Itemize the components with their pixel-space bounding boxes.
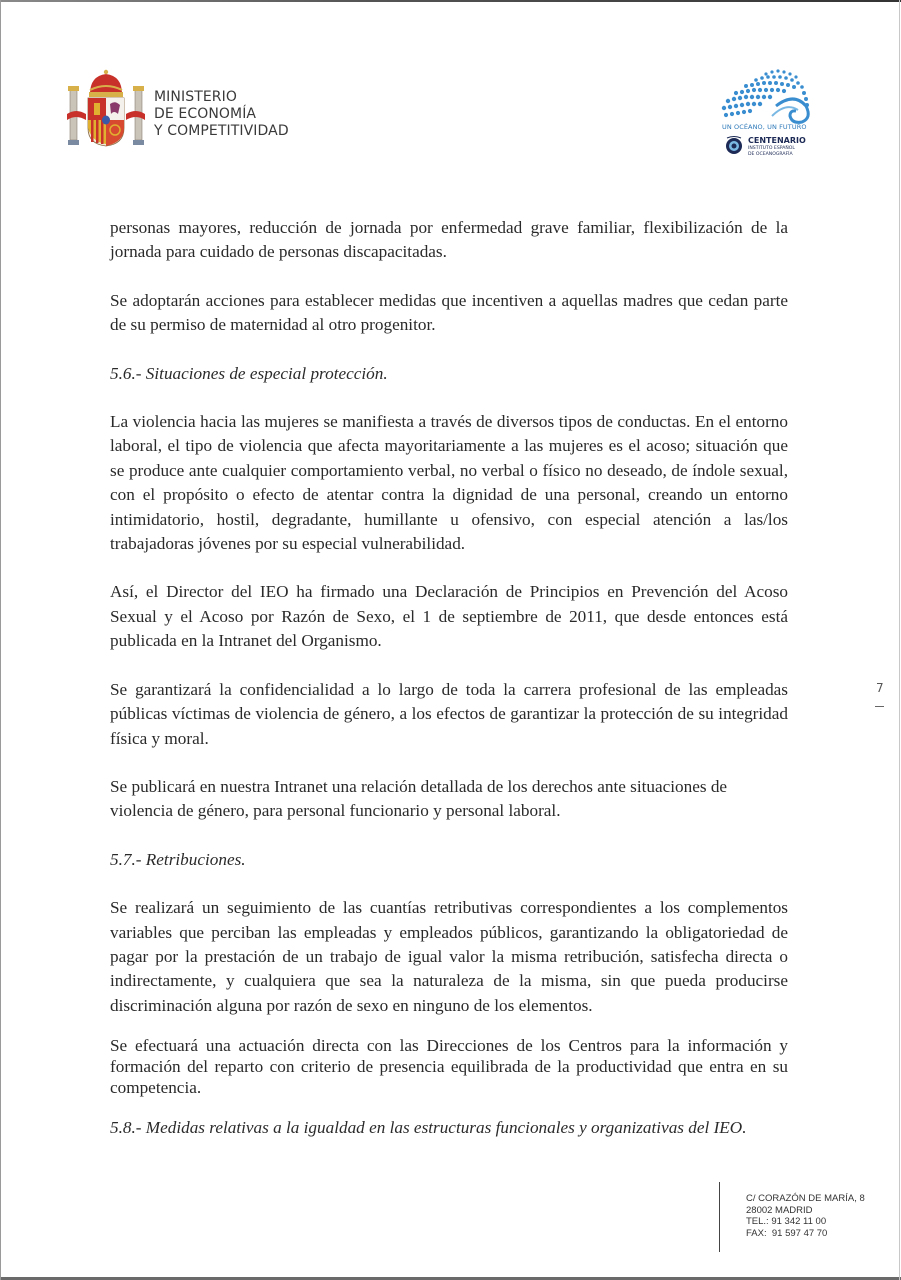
- paragraph-center-directions: Se efectuará una actuación directa con las Direcciones de los Centros para la información y formación del reparto con criterio de presencia equilibrada de la productividad que entra en su competencia.: [110, 1036, 788, 1098]
- footer-city: 28002 MADRID: [746, 1204, 813, 1216]
- scan-edge-left: [0, 0, 1, 1280]
- scan-edge-top: [0, 0, 901, 2]
- paragraph-remuneration-tracking: Se realizará un seguimiento de las cuantías retributivas correspondientes a los complementos variables que perciban las empleadas y empleados públicos, garantizando la obligatoriedad de pagar por la prestación de un trabajo de igual valor la misma retribución, satisfecha directa o indirectamente, y cualquiera que sea la naturaleza de la misma, sin que pueda producirse discriminación alguna por razón de sexo en ninguno de los elementos.: [110, 898, 788, 1015]
- footer-phone: TEL.: 91 342 11 00: [746, 1216, 827, 1227]
- scan-edge-right: [899, 0, 900, 1280]
- ieo-slogan: UN OCÉANO, UN FUTURO: [722, 123, 807, 131]
- section-heading-5-7: 5.7.- Retribuciones.: [110, 849, 246, 869]
- paragraph-confidentiality: Se garantizará la confidencialidad a lo largo de toda la carrera profesional de las empleadas públicas víctimas de violencia de género, a los efectos de garantizar la protección de su integridad física y moral.: [110, 679, 788, 748]
- footer-divider: [719, 1182, 720, 1252]
- section-heading-5-8: 5.8.- Medidas relativas a la igualdad en las estructuras funcionales y organizativas del IEO.: [110, 1118, 747, 1138]
- spanish-coat-of-arms-icon: [66, 68, 146, 150]
- page-number: 7: [876, 681, 884, 695]
- ministry-line-2: DE ECONOMÍA: [154, 106, 257, 122]
- dotted-wave-spiral-icon: [716, 66, 826, 176]
- ministry-name: [154, 89, 289, 140]
- paragraph-intranet-rights: Se publicará en nuestra Intranet una relación detallada de los derechos ante situaciones de violencia de género, para personal funcionario y personal laboral.: [110, 776, 728, 821]
- paragraph-violence-harassment: La violencia hacia las mujeres se manifiesta a través de diversos tipos de conductas. En el entorno laboral, el tipo de violencia que afecta mayoritariamente a las mujeres es el acoso; situación que se produce ante cualquier comportamiento verbal, no verbal o físico no deseado, de índole sexual, con el propósito o efecto de atentar contra la dignidad de una personal, creando un entorno intimidatorio, hostil, degradante, humillante u ofensivo, con especial atención a las/los trabajadoras jóvenes por su especial vulnerabilidad.: [110, 412, 788, 554]
- paragraph-maternity-leave: Se adoptarán acciones para establecer medidas que incentiven a aquellas madres que cedan parte de su permiso de maternidad al otro progenitor.: [110, 290, 788, 335]
- ieo-institute-name: [748, 146, 795, 157]
- ieo-institute-line-2: DE OCEANOGRAFÍA: [748, 151, 793, 157]
- page-number-dash: [875, 706, 884, 707]
- document-body: [110, 216, 788, 1141]
- footer-fax: FAX: 91 597 47 70: [746, 1227, 828, 1239]
- footer-street: C/ CORAZÓN DE MARÍA, 8: [746, 1193, 865, 1204]
- paragraph-care-measures: personas mayores, reducción de jornada por enfermedad grave familiar, flexibilización de la jornada para cuidado de personas discapacitadas.: [110, 218, 788, 262]
- centenario-eye-emblem-icon: [724, 135, 744, 155]
- footer-address: [746, 1193, 865, 1239]
- ministry-line-3: Y COMPETITIVIDAD: [154, 123, 289, 139]
- section-heading-5-6: 5.6.- Situaciones de especial protección.: [110, 363, 388, 383]
- ieo-centenario: CENTENARIO: [748, 136, 806, 145]
- paragraph-declaration-principles: Así, el Director del IEO ha firmado una Declaración de Principios en Prevención del Acoso Sexual y el Acoso por Razón de Sexo, el 1 de septiembre de 2011, que desde entonces está publicada en la Intranet del Organismo.: [110, 582, 788, 651]
- ieo-institute-line-1: INSTITUTO ESPAÑOL: [748, 146, 795, 151]
- ministry-line-1: MINISTERIO: [154, 89, 237, 105]
